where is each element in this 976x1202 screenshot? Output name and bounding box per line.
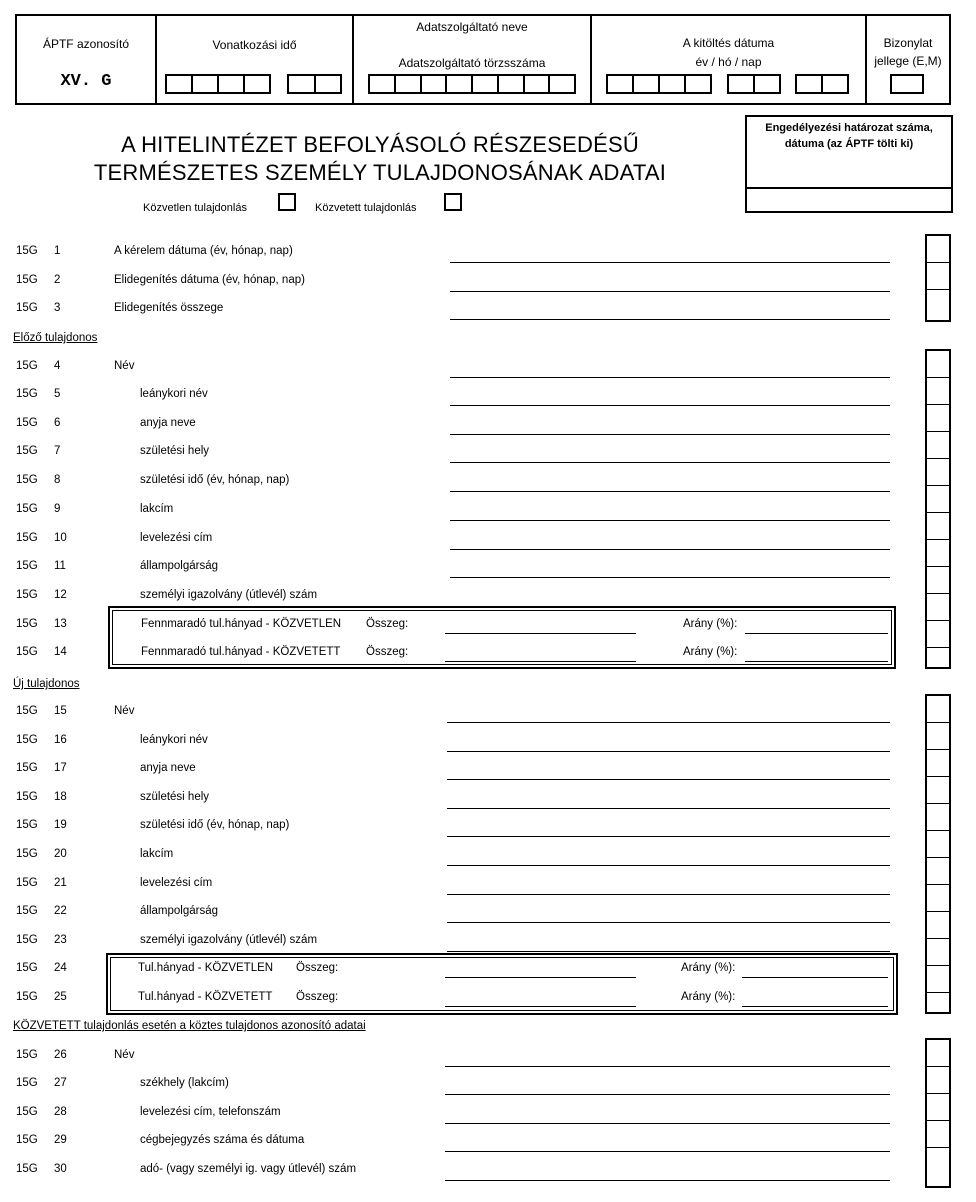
permit-box[interactable] xyxy=(745,115,953,213)
sum-label: Összeg: xyxy=(366,618,409,630)
row-label: Név xyxy=(114,705,135,717)
row-code: 15G xyxy=(16,245,38,257)
row-label: állampolgárság xyxy=(140,560,218,572)
row-label: lakcím xyxy=(140,503,174,515)
row-input-line[interactable] xyxy=(447,894,890,895)
row-number: 28 xyxy=(54,1106,67,1118)
row-number: 26 xyxy=(54,1049,67,1061)
provider-name-label: Adatszolgáltató neve xyxy=(416,20,528,34)
row-number: 18 xyxy=(54,791,67,803)
row-number: 13 xyxy=(54,618,67,630)
fill-date-month-field[interactable] xyxy=(727,74,781,94)
row-code: 15G xyxy=(16,991,38,1003)
row-code: 15G xyxy=(16,1134,38,1146)
section-intermediate-owner: KÖZVETETT tulajdonlás esetén a köztes tulajdonos azonosító adatai xyxy=(13,1020,366,1032)
row-input-line[interactable] xyxy=(450,377,890,378)
row-code: 15G xyxy=(16,589,38,601)
row-number: 15 xyxy=(54,705,67,717)
row-input-line[interactable] xyxy=(445,1094,890,1095)
row-label: cégbejegyzés száma és dátuma xyxy=(140,1134,305,1146)
indirect-ownership-label: Közvetett tulajdonlás xyxy=(315,202,417,214)
row-label: levelezési cím xyxy=(140,532,213,544)
doc-type-label-2: jellege (E,M) xyxy=(874,54,942,68)
provider-cell xyxy=(354,16,592,103)
row-code: 15G xyxy=(16,819,38,831)
sum-label: Összeg: xyxy=(296,991,339,1003)
row-input-line[interactable] xyxy=(445,1066,890,1067)
code-boxes-group-3[interactable] xyxy=(925,694,951,1014)
row-code: 15G xyxy=(16,1077,38,1089)
doc-type-label-1: Bizonylat xyxy=(883,36,933,50)
row-input-line[interactable] xyxy=(447,951,890,952)
row-code: 15G xyxy=(16,646,38,658)
row-code: 15G xyxy=(16,388,38,400)
row-code: 15G xyxy=(16,445,38,457)
ratio-label: Arány (%): xyxy=(681,991,736,1003)
permit-divider xyxy=(747,187,951,189)
row-number: 25 xyxy=(54,991,67,1003)
row-code: 15G xyxy=(16,503,38,515)
row-label: A kérelem dátuma (év, hónap, nap) xyxy=(114,245,293,257)
row-code: 15G xyxy=(16,474,38,486)
row-number: 11 xyxy=(54,560,66,572)
row-label: személyi igazolvány (útlevél) szám xyxy=(140,934,318,946)
row-code: 15G xyxy=(16,791,38,803)
row-number: 19 xyxy=(54,819,67,831)
row-number: 30 xyxy=(54,1163,67,1175)
doc-type-cell xyxy=(867,16,949,103)
row-number: 12 xyxy=(54,589,67,601)
direct-ownership-checkbox[interactable] xyxy=(278,193,296,211)
row-input-line[interactable] xyxy=(447,865,890,866)
remaining-share-frame xyxy=(108,606,896,669)
fill-date-year-field[interactable] xyxy=(606,74,712,94)
fill-date-cell xyxy=(592,16,867,103)
fill-date-format: év / hó / nap xyxy=(695,55,762,69)
row-code: 15G xyxy=(16,877,38,889)
row-label: Fennmaradó tul.hányad - KÖZVETETT xyxy=(141,646,341,658)
period-label: Vonatkozási idő xyxy=(212,38,297,52)
row-code: 15G xyxy=(16,274,38,286)
row-input-line[interactable] xyxy=(450,520,890,521)
doc-type-field[interactable] xyxy=(890,74,924,94)
row-label: Elidegenítés dátuma (év, hónap, nap) xyxy=(114,274,305,286)
row-number: 17 xyxy=(54,762,67,774)
row-number: 8 xyxy=(54,474,61,486)
row-input-line[interactable] xyxy=(445,1180,890,1181)
row-number: 4 xyxy=(54,360,61,372)
ratio-label: Arány (%): xyxy=(683,618,738,630)
row-input-line[interactable] xyxy=(447,808,890,809)
sum-label: Összeg: xyxy=(296,962,339,974)
form-title-line-1: A HITELINTÉZET BEFOLYÁSOLÓ RÉSZESEDÉSŰ xyxy=(121,132,639,157)
row-code: 15G xyxy=(16,302,38,314)
row-label: székhely (lakcím) xyxy=(140,1077,229,1089)
row-input-line[interactable] xyxy=(450,319,890,320)
code-boxes-group-4[interactable] xyxy=(925,1038,951,1188)
provider-reg-field[interactable] xyxy=(368,74,576,94)
row-code: 15G xyxy=(16,1106,38,1118)
fill-date-day-field[interactable] xyxy=(795,74,849,94)
row-input-line[interactable] xyxy=(447,722,890,723)
row-code: 15G xyxy=(16,1049,38,1061)
code-boxes-group-1[interactable] xyxy=(925,234,951,322)
row-code: 15G xyxy=(16,618,38,630)
row-number: 21 xyxy=(54,877,67,889)
row-code: 15G xyxy=(16,734,38,746)
row-number: 16 xyxy=(54,734,67,746)
row-input-line[interactable] xyxy=(445,1151,890,1152)
row-label: Fennmaradó tul.hányad - KÖZVETLEN xyxy=(141,618,342,630)
row-code: 15G xyxy=(16,905,38,917)
row-code: 15G xyxy=(16,1163,38,1175)
row-number: 23 xyxy=(54,934,67,946)
row-label: levelezési cím, telefonszám xyxy=(140,1106,281,1118)
row-input-line[interactable] xyxy=(450,262,890,263)
row-label: levelezési cím xyxy=(140,877,213,889)
new-share-frame xyxy=(106,953,898,1015)
row-input-line[interactable] xyxy=(447,779,890,780)
row-code: 15G xyxy=(16,705,38,717)
row-input-line[interactable] xyxy=(450,462,890,463)
row-number: 10 xyxy=(54,532,67,544)
row-number: 9 xyxy=(54,503,61,515)
row-input-line[interactable] xyxy=(450,577,890,578)
section-new-owner: Új tulajdonos xyxy=(13,678,80,690)
row-code: 15G xyxy=(16,560,38,572)
aptf-label: ÁPTF azonosító xyxy=(42,37,130,51)
row-number: 3 xyxy=(54,302,61,314)
row-label: anyja neve xyxy=(140,417,196,429)
row-code: 15G xyxy=(16,360,38,372)
row-input-line[interactable] xyxy=(450,491,890,492)
row-input-line[interactable] xyxy=(447,922,890,923)
section-previous-owner: Előző tulajdonos xyxy=(13,332,98,344)
period-cell xyxy=(157,16,354,103)
indirect-ownership-checkbox[interactable] xyxy=(444,193,462,211)
provider-reg-label: Adatszolgáltató törzsszáma xyxy=(398,56,546,70)
row-input-line[interactable] xyxy=(450,549,890,550)
row-input-line[interactable] xyxy=(445,1123,890,1124)
period-month-field[interactable] xyxy=(287,74,342,94)
sum-label: Összeg: xyxy=(366,646,409,658)
row-code: 15G xyxy=(16,762,38,774)
row-input-line[interactable] xyxy=(450,434,890,435)
row-label: anyja neve xyxy=(140,762,196,774)
header-table xyxy=(15,14,951,105)
row-number: 24 xyxy=(54,962,67,974)
row-label: születési idő (év, hónap, nap) xyxy=(140,819,290,831)
permit-label-2: dátuma (az ÁPTF tölti ki) xyxy=(784,138,914,150)
code-boxes-group-2[interactable] xyxy=(925,349,951,669)
row-label: Tul.hányad - KÖZVETLEN xyxy=(138,962,274,974)
ratio-label: Arány (%): xyxy=(681,962,736,974)
ratio-label: Arány (%): xyxy=(683,646,738,658)
direct-ownership-label: Közvetlen tulajdonlás xyxy=(143,202,247,214)
row-label: lakcím xyxy=(140,848,174,860)
row-number: 6 xyxy=(54,417,61,429)
row-label: Név xyxy=(114,360,135,372)
row-label: személyi igazolvány (útlevél) szám xyxy=(140,589,318,601)
row-number: 27 xyxy=(54,1077,67,1089)
row-code: 15G xyxy=(16,417,38,429)
row-number: 20 xyxy=(54,848,67,860)
permit-label-1: Engedélyezési határozat száma, xyxy=(765,122,933,134)
row-number: 2 xyxy=(54,274,61,286)
row-input-line[interactable] xyxy=(450,291,890,292)
row-number: 29 xyxy=(54,1134,67,1146)
row-number: 14 xyxy=(54,646,67,658)
fill-date-label: A kitöltés dátuma xyxy=(682,36,775,50)
row-code: 15G xyxy=(16,934,38,946)
row-number: 1 xyxy=(54,245,61,257)
aptf-cell xyxy=(17,16,157,103)
form-title-line-2: TERMÉSZETES SZEMÉLY TULAJDONOSÁNAK ADATAI xyxy=(93,160,667,185)
period-year-field[interactable] xyxy=(165,74,271,94)
row-code: 15G xyxy=(16,532,38,544)
row-label: Név xyxy=(114,1049,135,1061)
row-label: Elidegenítés összege xyxy=(114,302,224,314)
row-label: születési hely xyxy=(140,791,210,803)
row-number: 22 xyxy=(54,905,67,917)
row-input-line[interactable] xyxy=(447,751,890,752)
row-label: születési hely xyxy=(140,445,210,457)
row-number: 7 xyxy=(54,445,61,457)
row-label: leánykori név xyxy=(140,734,208,746)
row-number: 5 xyxy=(54,388,61,400)
row-label: Tul.hányad - KÖZVETETT xyxy=(138,991,273,1003)
row-label: adó- (vagy személyi ig. vagy útlevél) szám xyxy=(140,1163,357,1175)
row-label: állampolgárság xyxy=(140,905,218,917)
row-code: 15G xyxy=(16,962,38,974)
row-input-line[interactable] xyxy=(447,836,890,837)
row-label: leánykori név xyxy=(140,388,208,400)
row-label: születési idő (év, hónap, nap) xyxy=(140,474,290,486)
aptf-value: XV. G xyxy=(60,72,112,91)
row-input-line[interactable] xyxy=(450,405,890,406)
row-code: 15G xyxy=(16,848,38,860)
